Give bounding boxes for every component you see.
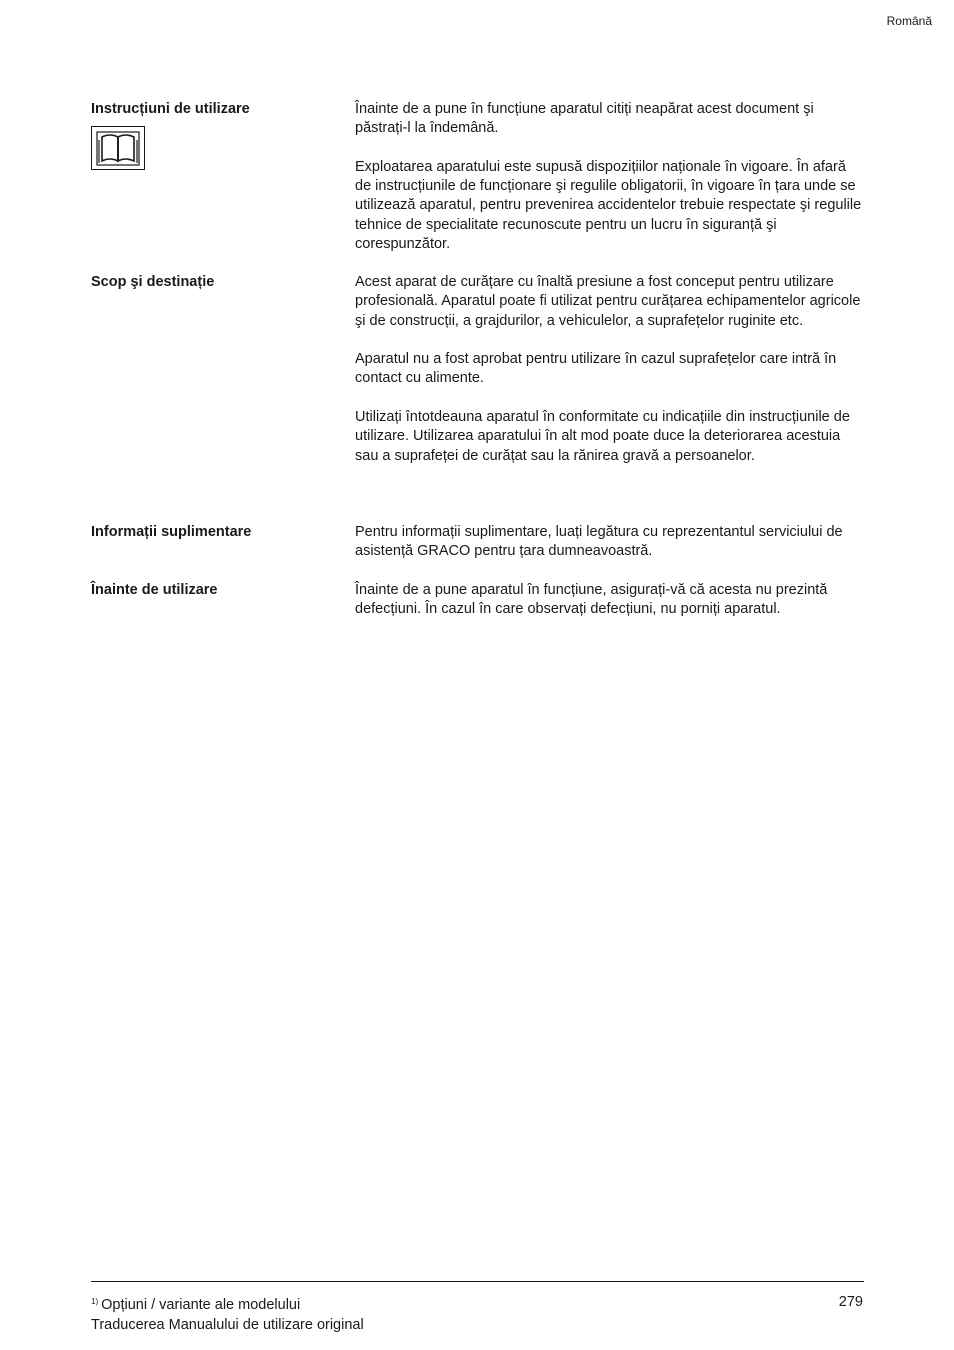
paragraph: Utilizați întotdeauna aparatul în conformitate cu indicațiile din instrucțiunile de utilizare. Utilizarea aparatului în alt mod poate duce la deteriorarea acestuia sau a suprafeței de curățat sau la rănirea gravă a persoanelor. [355, 409, 850, 464]
footer-notes [91, 1292, 364, 1335]
section-heading: Scop şi destinație [91, 274, 215, 290]
section-instructions [91, 100, 864, 274]
footer-divider [91, 1281, 864, 1282]
section-heading: Informații suplimentare [91, 524, 252, 540]
section-heading: Înainte de utilizare [91, 582, 218, 598]
footnote-text: Opțiuni / variante ale modelului [101, 1297, 301, 1313]
footnote [91, 1292, 364, 1315]
translation-note: Traducerea Manualului de utilizare original [91, 1317, 364, 1333]
paragraph: Exploatarea aparatului este supusă dispozițiilor naționale în vigoare. În afară de instrucțiunile de funcționare şi regulile obligatorii, în vigoare în țara unde se utilizează aparatul, pentru prevenirea accidentelor trebuie respectate şi regulile tehnice de specialitate recunoscute pentru un lucru în siguranță şi corespunzător. [355, 158, 862, 253]
page-number: 279 [838, 1294, 863, 1310]
section-additional-info [91, 523, 864, 581]
manual-book-icon [91, 126, 145, 170]
section-body [355, 523, 864, 562]
language-label: Română [886, 14, 932, 28]
section-body [355, 100, 864, 254]
paragraph: Înainte de a pune în funcțiune aparatul citiți neapărat acest document şi păstrați-l la îndemână. [355, 101, 814, 137]
paragraph: Aparatul nu a fost aprobat pentru utilizare în cazul suprafețelor care intră în contact cu alimente. [355, 351, 837, 387]
section-body [355, 581, 864, 620]
section-heading: Instrucțiuni de utilizare [91, 101, 250, 117]
paragraph: Acest aparat de curățare cu înaltă presiune a fost conceput pentru utilizare profesională. Aparatul poate fi utilizat pentru curățarea echipamentelor agricole şi de construcții, a grajdurilor, a vehiculelor, a suprafețelor ruginite etc. [355, 274, 861, 329]
section-before-use [91, 581, 864, 639]
paragraph: Înainte de a pune aparatul în funcțiune, asigurați-vă că acesta nu prezintă defecțiuni. În cazul în care observați defecțiuni, nu porniți aparatul. [355, 582, 828, 618]
paragraph: Pentru informații suplimentare, luați legătura cu reprezentantul serviciului de asistență GRACO pentru țara dumneavoastră. [355, 524, 843, 560]
footnote-marker: 1) [91, 1297, 99, 1306]
section-purpose [91, 273, 864, 485]
section-body [355, 273, 864, 466]
